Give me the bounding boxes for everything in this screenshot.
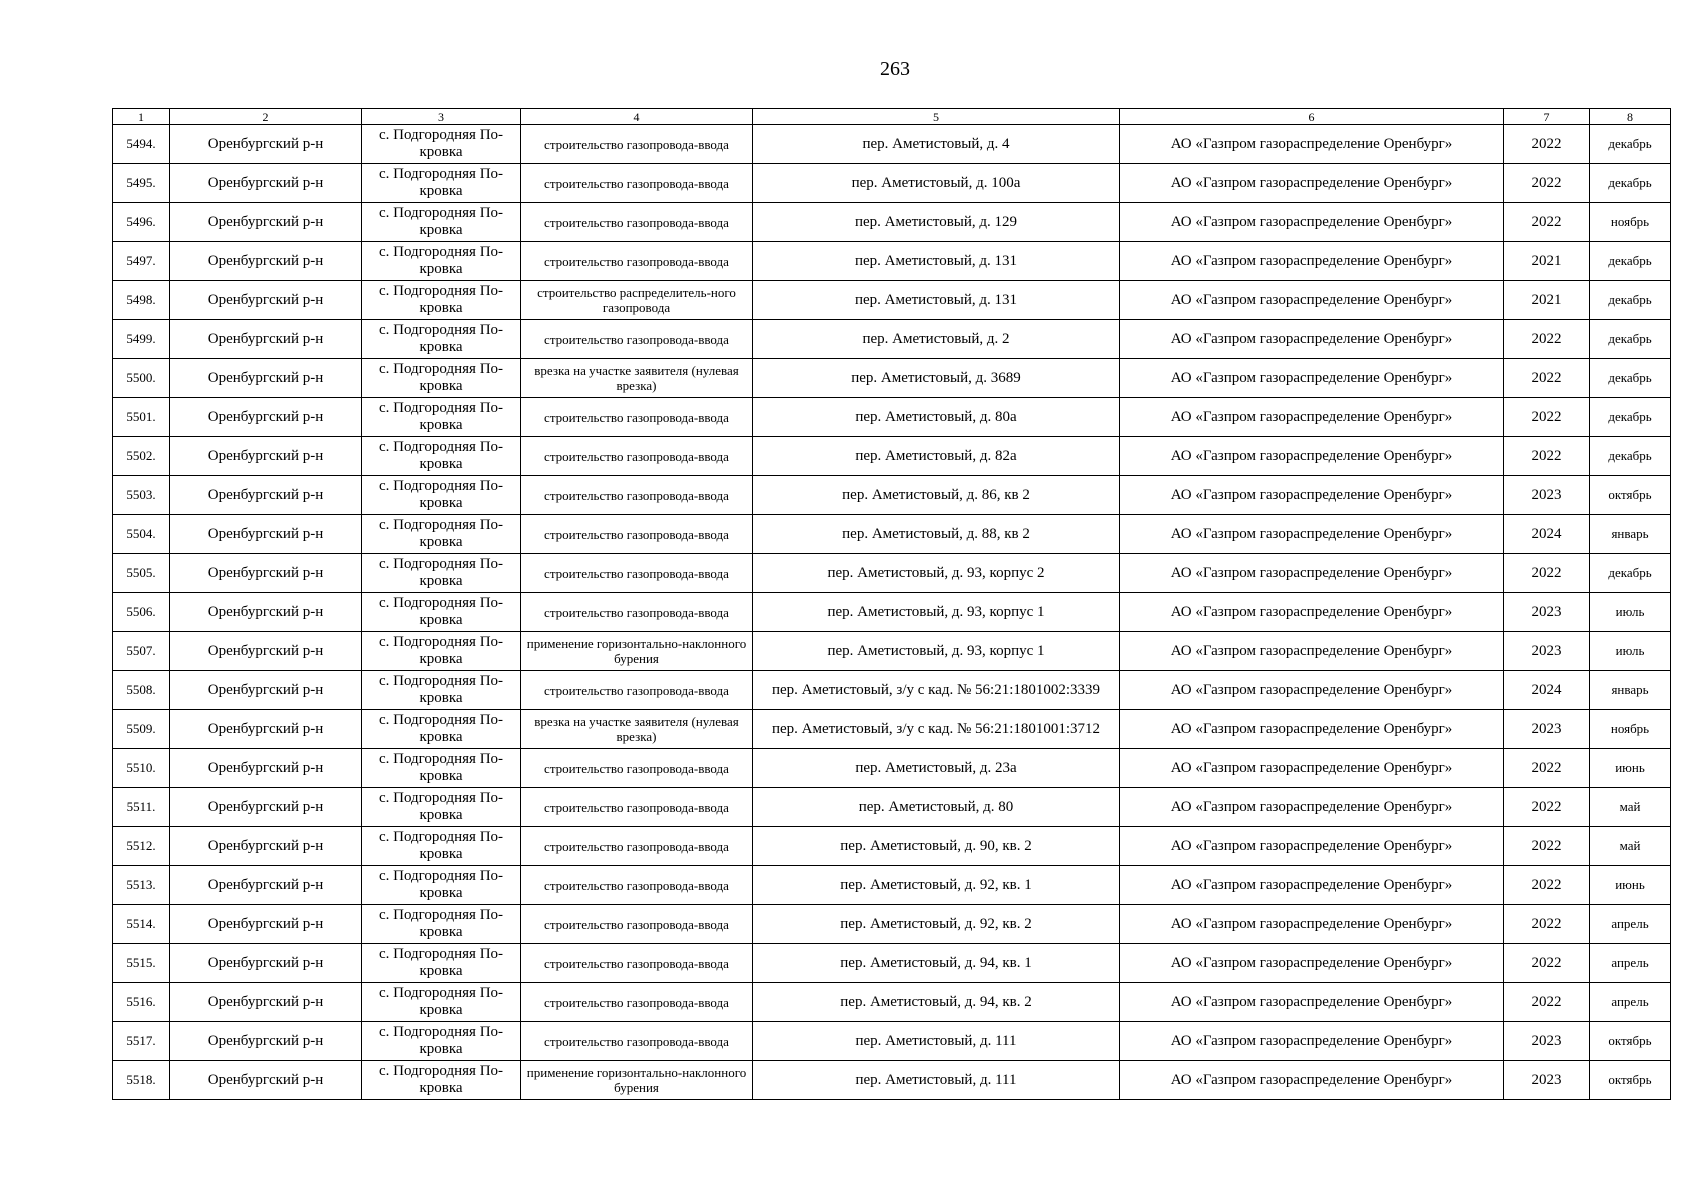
row-number: 5506. — [113, 593, 170, 632]
organization-cell: АО «Газпром газораспределение Оренбург» — [1120, 749, 1504, 788]
address-cell: пер. Аметистовый, д. 88, кв 2 — [753, 515, 1120, 554]
month-cell: декабрь — [1590, 164, 1671, 203]
organization-cell: АО «Газпром газораспределение Оренбург» — [1120, 164, 1504, 203]
work-type-cell: строительство газопровода-ввода — [521, 203, 753, 242]
organization-cell: АО «Газпром газораспределение Оренбург» — [1120, 320, 1504, 359]
organization-cell: АО «Газпром газораспределение Оренбург» — [1120, 437, 1504, 476]
organization-cell: АО «Газпром газораспределение Оренбург» — [1120, 593, 1504, 632]
row-number: 5508. — [113, 671, 170, 710]
year-cell: 2024 — [1504, 515, 1590, 554]
organization-cell: АО «Газпром газораспределение Оренбург» — [1120, 983, 1504, 1022]
organization-cell: АО «Газпром газораспределение Оренбург» — [1120, 944, 1504, 983]
column-header: 8 — [1590, 109, 1671, 125]
organization-cell: АО «Газпром газораспределение Оренбург» — [1120, 710, 1504, 749]
district-cell: Оренбургский р-н — [170, 554, 362, 593]
work-type-cell: строительство газопровода-ввода — [521, 437, 753, 476]
settlement-cell: с. Подгородняя По-кровка — [362, 632, 521, 671]
row-number: 5503. — [113, 476, 170, 515]
row-number: 5500. — [113, 359, 170, 398]
district-cell: Оренбургский р-н — [170, 398, 362, 437]
month-cell: апрель — [1590, 944, 1671, 983]
month-cell: декабрь — [1590, 242, 1671, 281]
table-header — [113, 109, 1671, 125]
month-cell: декабрь — [1590, 320, 1671, 359]
organization-cell: АО «Газпром газораспределение Оренбург» — [1120, 203, 1504, 242]
district-cell: Оренбургский р-н — [170, 1061, 362, 1100]
address-cell: пер. Аметистовый, д. 92, кв. 2 — [753, 905, 1120, 944]
month-cell: октябрь — [1590, 1061, 1671, 1100]
table-row — [113, 827, 1671, 866]
month-cell: апрель — [1590, 905, 1671, 944]
settlement-cell: с. Подгородняя По-кровка — [362, 593, 521, 632]
district-cell: Оренбургский р-н — [170, 905, 362, 944]
table-row — [113, 593, 1671, 632]
row-number: 5517. — [113, 1022, 170, 1061]
settlement-cell: с. Подгородняя По-кровка — [362, 671, 521, 710]
district-cell: Оренбургский р-н — [170, 125, 362, 164]
table-row — [113, 983, 1671, 1022]
district-cell: Оренбургский р-н — [170, 749, 362, 788]
year-cell: 2022 — [1504, 944, 1590, 983]
organization-cell: АО «Газпром газораспределение Оренбург» — [1120, 905, 1504, 944]
organization-cell: АО «Газпром газораспределение Оренбург» — [1120, 1061, 1504, 1100]
table-row — [113, 359, 1671, 398]
table-row — [113, 749, 1671, 788]
table-row — [113, 1022, 1671, 1061]
table-row — [113, 554, 1671, 593]
data-table — [112, 108, 1671, 1100]
settlement-cell: с. Подгородняя По-кровка — [362, 554, 521, 593]
row-number: 5513. — [113, 866, 170, 905]
row-number: 5502. — [113, 437, 170, 476]
organization-cell: АО «Газпром газораспределение Оренбург» — [1120, 359, 1504, 398]
table-row — [113, 515, 1671, 554]
work-type-cell: строительство газопровода-ввода — [521, 1022, 753, 1061]
column-header: 6 — [1120, 109, 1504, 125]
row-number: 5516. — [113, 983, 170, 1022]
work-type-cell: строительство газопровода-ввода — [521, 788, 753, 827]
table-row — [113, 203, 1671, 242]
work-type-cell: строительство газопровода-ввода — [521, 125, 753, 164]
row-number: 5504. — [113, 515, 170, 554]
year-cell: 2023 — [1504, 710, 1590, 749]
settlement-cell: с. Подгородняя По-кровка — [362, 827, 521, 866]
settlement-cell: с. Подгородняя По-кровка — [362, 359, 521, 398]
row-number: 5499. — [113, 320, 170, 359]
year-cell: 2023 — [1504, 476, 1590, 515]
address-cell: пер. Аметистовый, д. 94, кв. 2 — [753, 983, 1120, 1022]
table-row — [113, 125, 1671, 164]
row-number: 5512. — [113, 827, 170, 866]
work-type-cell: строительство газопровода-ввода — [521, 398, 753, 437]
work-type-cell: строительство газопровода-ввода — [521, 554, 753, 593]
address-cell: пер. Аметистовый, д. 100а — [753, 164, 1120, 203]
settlement-cell: с. Подгородняя По-кровка — [362, 710, 521, 749]
row-number: 5496. — [113, 203, 170, 242]
work-type-cell: строительство газопровода-ввода — [521, 476, 753, 515]
organization-cell: АО «Газпром газораспределение Оренбург» — [1120, 788, 1504, 827]
row-number: 5507. — [113, 632, 170, 671]
table-row — [113, 164, 1671, 203]
district-cell: Оренбургский р-н — [170, 944, 362, 983]
year-cell: 2022 — [1504, 749, 1590, 788]
work-type-cell: строительство газопровода-ввода — [521, 320, 753, 359]
address-cell: пер. Аметистовый, д. 94, кв. 1 — [753, 944, 1120, 983]
organization-cell: АО «Газпром газораспределение Оренбург» — [1120, 632, 1504, 671]
district-cell: Оренбургский р-н — [170, 593, 362, 632]
organization-cell: АО «Газпром газораспределение Оренбург» — [1120, 242, 1504, 281]
table-row — [113, 866, 1671, 905]
year-cell: 2024 — [1504, 671, 1590, 710]
settlement-cell: с. Подгородняя По-кровка — [362, 125, 521, 164]
month-cell: январь — [1590, 671, 1671, 710]
month-cell: октябрь — [1590, 476, 1671, 515]
year-cell: 2022 — [1504, 437, 1590, 476]
settlement-cell: с. Подгородняя По-кровка — [362, 398, 521, 437]
settlement-cell: с. Подгородняя По-кровка — [362, 944, 521, 983]
year-cell: 2022 — [1504, 554, 1590, 593]
address-cell: пер. Аметистовый, д. 129 — [753, 203, 1120, 242]
settlement-cell: с. Подгородняя По-кровка — [362, 866, 521, 905]
district-cell: Оренбургский р-н — [170, 359, 362, 398]
settlement-cell: с. Подгородняя По-кровка — [362, 437, 521, 476]
district-cell: Оренбургский р-н — [170, 671, 362, 710]
header-row — [113, 109, 1671, 125]
table-row — [113, 944, 1671, 983]
year-cell: 2022 — [1504, 359, 1590, 398]
district-cell: Оренбургский р-н — [170, 164, 362, 203]
month-cell: октябрь — [1590, 1022, 1671, 1061]
work-type-cell: строительство газопровода-ввода — [521, 983, 753, 1022]
address-cell: пер. Аметистовый, д. 86, кв 2 — [753, 476, 1120, 515]
district-cell: Оренбургский р-н — [170, 788, 362, 827]
column-header: 2 — [170, 109, 362, 125]
organization-cell: АО «Газпром газораспределение Оренбург» — [1120, 281, 1504, 320]
table-row — [113, 905, 1671, 944]
district-cell: Оренбургский р-н — [170, 437, 362, 476]
month-cell: ноябрь — [1590, 710, 1671, 749]
address-cell: пер. Аметистовый, д. 3689 — [753, 359, 1120, 398]
settlement-cell: с. Подгородняя По-кровка — [362, 1022, 521, 1061]
table-row — [113, 398, 1671, 437]
year-cell: 2022 — [1504, 398, 1590, 437]
organization-cell: АО «Газпром газораспределение Оренбург» — [1120, 671, 1504, 710]
work-type-cell: строительство распределитель-ного газопровода — [521, 281, 753, 320]
month-cell: июль — [1590, 593, 1671, 632]
settlement-cell: с. Подгородняя По-кровка — [362, 164, 521, 203]
month-cell: декабрь — [1590, 554, 1671, 593]
year-cell: 2023 — [1504, 1022, 1590, 1061]
month-cell: июнь — [1590, 866, 1671, 905]
district-cell: Оренбургский р-н — [170, 632, 362, 671]
month-cell: май — [1590, 827, 1671, 866]
work-type-cell: строительство газопровода-ввода — [521, 593, 753, 632]
district-cell: Оренбургский р-н — [170, 281, 362, 320]
row-number: 5494. — [113, 125, 170, 164]
address-cell: пер. Аметистовый, д. 131 — [753, 281, 1120, 320]
address-cell: пер. Аметистовый, д. 93, корпус 1 — [753, 593, 1120, 632]
settlement-cell: с. Подгородняя По-кровка — [362, 1061, 521, 1100]
organization-cell: АО «Газпром газораспределение Оренбург» — [1120, 125, 1504, 164]
settlement-cell: с. Подгородняя По-кровка — [362, 242, 521, 281]
year-cell: 2023 — [1504, 632, 1590, 671]
work-type-cell: строительство газопровода-ввода — [521, 827, 753, 866]
address-cell: пер. Аметистовый, д. 92, кв. 1 — [753, 866, 1120, 905]
organization-cell: АО «Газпром газораспределение Оренбург» — [1120, 554, 1504, 593]
year-cell: 2022 — [1504, 125, 1590, 164]
work-type-cell: строительство газопровода-ввода — [521, 866, 753, 905]
address-cell: пер. Аметистовый, д. 80а — [753, 398, 1120, 437]
year-cell: 2021 — [1504, 242, 1590, 281]
address-cell: пер. Аметистовый, д. 23а — [753, 749, 1120, 788]
work-type-cell: строительство газопровода-ввода — [521, 671, 753, 710]
row-number: 5505. — [113, 554, 170, 593]
row-number: 5518. — [113, 1061, 170, 1100]
address-cell: пер. Аметистовый, д. 4 — [753, 125, 1120, 164]
column-header: 5 — [753, 109, 1120, 125]
organization-cell: АО «Газпром газораспределение Оренбург» — [1120, 866, 1504, 905]
month-cell: декабрь — [1590, 359, 1671, 398]
address-cell: пер. Аметистовый, д. 80 — [753, 788, 1120, 827]
month-cell: июль — [1590, 632, 1671, 671]
table-row — [113, 242, 1671, 281]
table-row — [113, 476, 1671, 515]
work-type-cell: строительство газопровода-ввода — [521, 944, 753, 983]
work-type-cell: применение горизонтально-наклонного бурения — [521, 632, 753, 671]
row-number: 5497. — [113, 242, 170, 281]
address-cell: пер. Аметистовый, д. 82а — [753, 437, 1120, 476]
settlement-cell: с. Подгородняя По-кровка — [362, 983, 521, 1022]
district-cell: Оренбургский р-н — [170, 242, 362, 281]
month-cell: декабрь — [1590, 125, 1671, 164]
year-cell: 2022 — [1504, 788, 1590, 827]
district-cell: Оренбургский р-н — [170, 1022, 362, 1061]
year-cell: 2022 — [1504, 866, 1590, 905]
row-number: 5514. — [113, 905, 170, 944]
table-row — [113, 320, 1671, 359]
settlement-cell: с. Подгородняя По-кровка — [362, 749, 521, 788]
settlement-cell: с. Подгородняя По-кровка — [362, 320, 521, 359]
address-cell: пер. Аметистовый, д. 2 — [753, 320, 1120, 359]
column-header: 3 — [362, 109, 521, 125]
table-row — [113, 1061, 1671, 1100]
year-cell: 2022 — [1504, 320, 1590, 359]
column-header: 4 — [521, 109, 753, 125]
district-cell: Оренбургский р-н — [170, 320, 362, 359]
work-type-cell: строительство газопровода-ввода — [521, 242, 753, 281]
address-cell: пер. Аметистовый, з/у с кад. № 56:21:1801002:3339 — [753, 671, 1120, 710]
work-type-cell: строительство газопровода-ввода — [521, 515, 753, 554]
address-cell: пер. Аметистовый, д. 93, корпус 2 — [753, 554, 1120, 593]
district-cell: Оренбургский р-н — [170, 515, 362, 554]
year-cell: 2022 — [1504, 203, 1590, 242]
organization-cell: АО «Газпром газораспределение Оренбург» — [1120, 476, 1504, 515]
work-type-cell: врезка на участке заявителя (нулевая врезка) — [521, 710, 753, 749]
work-type-cell: применение горизонтально-наклонного бурения — [521, 1061, 753, 1100]
month-cell: декабрь — [1590, 281, 1671, 320]
address-cell: пер. Аметистовый, д. 90, кв. 2 — [753, 827, 1120, 866]
column-header: 1 — [113, 109, 170, 125]
month-cell: декабрь — [1590, 437, 1671, 476]
settlement-cell: с. Подгородняя По-кровка — [362, 788, 521, 827]
work-type-cell: строительство газопровода-ввода — [521, 749, 753, 788]
month-cell: ноябрь — [1590, 203, 1671, 242]
year-cell: 2022 — [1504, 164, 1590, 203]
year-cell: 2021 — [1504, 281, 1590, 320]
row-number: 5501. — [113, 398, 170, 437]
table-row — [113, 437, 1671, 476]
month-cell: декабрь — [1590, 398, 1671, 437]
month-cell: апрель — [1590, 983, 1671, 1022]
address-cell: пер. Аметистовый, д. 111 — [753, 1061, 1120, 1100]
table-row — [113, 281, 1671, 320]
year-cell: 2022 — [1504, 905, 1590, 944]
settlement-cell: с. Подгородняя По-кровка — [362, 515, 521, 554]
table-row — [113, 632, 1671, 671]
address-cell: пер. Аметистовый, д. 131 — [753, 242, 1120, 281]
year-cell: 2022 — [1504, 983, 1590, 1022]
organization-cell: АО «Газпром газораспределение Оренбург» — [1120, 398, 1504, 437]
settlement-cell: с. Подгородняя По-кровка — [362, 203, 521, 242]
year-cell: 2023 — [1504, 1061, 1590, 1100]
row-number: 5510. — [113, 749, 170, 788]
table-body — [113, 125, 1671, 1100]
district-cell: Оренбургский р-н — [170, 866, 362, 905]
district-cell: Оренбургский р-н — [170, 827, 362, 866]
row-number: 5515. — [113, 944, 170, 983]
row-number: 5509. — [113, 710, 170, 749]
organization-cell: АО «Газпром газораспределение Оренбург» — [1120, 515, 1504, 554]
address-cell: пер. Аметистовый, д. 111 — [753, 1022, 1120, 1061]
row-number: 5511. — [113, 788, 170, 827]
settlement-cell: с. Подгородняя По-кровка — [362, 476, 521, 515]
column-header: 7 — [1504, 109, 1590, 125]
settlement-cell: с. Подгородняя По-кровка — [362, 905, 521, 944]
month-cell: июнь — [1590, 749, 1671, 788]
month-cell: май — [1590, 788, 1671, 827]
table-row — [113, 671, 1671, 710]
settlement-cell: с. Подгородняя По-кровка — [362, 281, 521, 320]
row-number: 5498. — [113, 281, 170, 320]
row-number: 5495. — [113, 164, 170, 203]
address-cell: пер. Аметистовый, д. 93, корпус 1 — [753, 632, 1120, 671]
work-type-cell: строительство газопровода-ввода — [521, 905, 753, 944]
page-number: 263 — [880, 58, 910, 80]
work-type-cell: строительство газопровода-ввода — [521, 164, 753, 203]
address-cell: пер. Аметистовый, з/у с кад. № 56:21:1801001:3712 — [753, 710, 1120, 749]
organization-cell: АО «Газпром газораспределение Оренбург» — [1120, 827, 1504, 866]
district-cell: Оренбургский р-н — [170, 203, 362, 242]
table-row — [113, 788, 1671, 827]
district-cell: Оренбургский р-н — [170, 983, 362, 1022]
district-cell: Оренбургский р-н — [170, 476, 362, 515]
work-type-cell: врезка на участке заявителя (нулевая врезка) — [521, 359, 753, 398]
district-cell: Оренбургский р-н — [170, 710, 362, 749]
table-row — [113, 710, 1671, 749]
month-cell: январь — [1590, 515, 1671, 554]
year-cell: 2022 — [1504, 827, 1590, 866]
organization-cell: АО «Газпром газораспределение Оренбург» — [1120, 1022, 1504, 1061]
year-cell: 2023 — [1504, 593, 1590, 632]
